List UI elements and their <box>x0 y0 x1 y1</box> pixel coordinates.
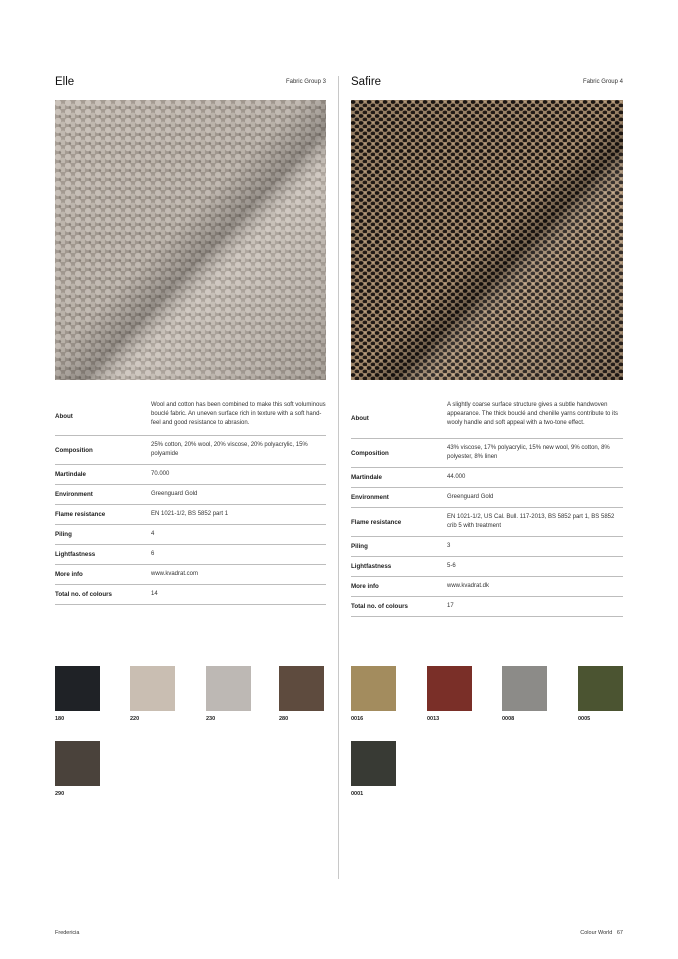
spec-label: Flame resistance <box>55 505 151 525</box>
spec-label: Piling <box>55 525 151 545</box>
spec-label: Total no. of colours <box>55 585 151 605</box>
colour-swatch <box>427 666 472 722</box>
spec-row-martindale <box>351 468 623 488</box>
spec-value: Greenguard Gold <box>151 485 326 505</box>
spec-label: Lightfastness <box>351 557 447 577</box>
spec-row-composition <box>55 436 326 465</box>
spec-label: Flame resistance <box>351 508 447 537</box>
spec-value: 44.000 <box>447 468 623 488</box>
colour-swatch <box>55 666 100 722</box>
colour-chip <box>130 666 175 711</box>
spec-row-flame <box>351 508 623 537</box>
spec-label: About <box>55 398 151 436</box>
spec-label: More info <box>351 577 447 597</box>
spec-value: 43% viscose, 17% polyacrylic, 15% new wool, 9% cotton, 8% polyester, 8% linen <box>447 439 623 468</box>
spec-value: 6 <box>151 545 326 565</box>
colour-chip <box>279 666 324 711</box>
colour-swatch <box>578 666 623 722</box>
colour-swatch <box>206 666 251 722</box>
colour-swatch <box>351 741 396 797</box>
fabric-texture-image <box>351 100 623 380</box>
colour-chip <box>206 666 251 711</box>
column-divider <box>338 76 339 879</box>
fabric-texture-image <box>55 100 326 380</box>
spec-label: Environment <box>55 485 151 505</box>
fabric-name: Elle <box>55 76 75 88</box>
colour-chip <box>55 741 100 786</box>
colour-code: 290 <box>55 791 65 797</box>
colour-code: 0013 <box>427 716 440 722</box>
colour-code: 220 <box>130 716 140 722</box>
colour-chip <box>351 741 396 786</box>
colour-code: 0008 <box>502 716 515 722</box>
spec-row-about <box>55 398 326 436</box>
spec-label: About <box>351 398 447 439</box>
spec-value: 3 <box>447 537 623 557</box>
colour-chip <box>427 666 472 711</box>
spec-value: Greenguard Gold <box>447 488 623 508</box>
spec-value: EN 1021-1/2, BS 5852 part 1 <box>151 505 326 525</box>
spec-row-piling <box>55 525 326 545</box>
spec-label: Total no. of colours <box>351 597 447 617</box>
spec-row-about <box>351 398 623 439</box>
spec-row-lightfastness <box>351 557 623 577</box>
colour-code: 280 <box>279 716 289 722</box>
spec-row-more-info <box>351 577 623 597</box>
colour-swatch <box>55 741 100 797</box>
footer-section-title: Colour World <box>580 930 613 936</box>
colour-chip <box>502 666 547 711</box>
spec-label: Environment <box>351 488 447 508</box>
spec-row-piling <box>351 537 623 557</box>
spec-row-environment <box>351 488 623 508</box>
colour-code: 0016 <box>351 716 364 722</box>
footer-section <box>580 930 623 936</box>
colour-code: 230 <box>206 716 216 722</box>
fabric-header <box>351 76 623 90</box>
spec-label: Composition <box>351 439 447 468</box>
spec-value: 25% cotton, 20% wool, 20% viscose, 20% polyacrylic, 15% polyamide <box>151 436 326 465</box>
spec-table <box>55 398 326 605</box>
page-number: 67 <box>616 930 623 936</box>
colour-chip <box>578 666 623 711</box>
spec-value: 17 <box>447 597 623 617</box>
spec-row-environment <box>55 485 326 505</box>
spec-value: 4 <box>151 525 326 545</box>
spec-row-total-colours <box>351 597 623 617</box>
spec-value: www.kvadrat.dk <box>447 577 623 597</box>
colour-code: 0001 <box>351 791 364 797</box>
fabric-name: Safire <box>351 76 382 88</box>
spec-row-composition <box>351 439 623 468</box>
spec-label: Composition <box>55 436 151 465</box>
spec-value: 5-6 <box>447 557 623 577</box>
colour-swatch <box>502 666 547 722</box>
spec-row-martindale <box>55 465 326 485</box>
spec-label: Martindale <box>55 465 151 485</box>
colour-swatch <box>130 666 175 722</box>
spec-row-total-colours <box>55 585 326 605</box>
colour-code: 0005 <box>578 716 591 722</box>
spec-value: www.kvadrat.com <box>151 565 326 585</box>
spec-row-flame <box>55 505 326 525</box>
colour-chip <box>55 666 100 711</box>
colour-chip <box>351 666 396 711</box>
colour-swatch <box>279 666 324 722</box>
colour-swatch <box>351 666 396 722</box>
spec-row-more-info <box>55 565 326 585</box>
spec-value: 14 <box>151 585 326 605</box>
spec-label: Lightfastness <box>55 545 151 565</box>
spec-value: Wool and cotton has been combined to make this soft voluminous bouclé fabric. An uneven surface rich in texture with a soft hand-feel and good resistance to abrasion. <box>151 398 326 436</box>
footer-brand: Fredericia <box>55 930 80 936</box>
spec-label: Martindale <box>351 468 447 488</box>
spec-value: EN 1021-1/2, US Cal. Bull. 117-2013, BS 5852 part 1, BS 5852 crib 5 with treatment <box>447 508 623 537</box>
fabric-group: Fabric Group 3 <box>285 79 326 85</box>
fabric-group: Fabric Group 4 <box>582 79 623 85</box>
spec-value: 70.000 <box>151 465 326 485</box>
spec-label: Piling <box>351 537 447 557</box>
spec-label: More info <box>55 565 151 585</box>
spec-value: A slightly coarse surface structure gives a subtle handwoven appearance. The thick bouclé and chenille yarns contribute to its wooly handle and soft appeal with a two-tone effect. <box>447 398 623 439</box>
spec-table <box>351 398 623 617</box>
spec-row-lightfastness <box>55 545 326 565</box>
fabric-header <box>55 76 326 90</box>
colour-code: 180 <box>55 716 65 722</box>
